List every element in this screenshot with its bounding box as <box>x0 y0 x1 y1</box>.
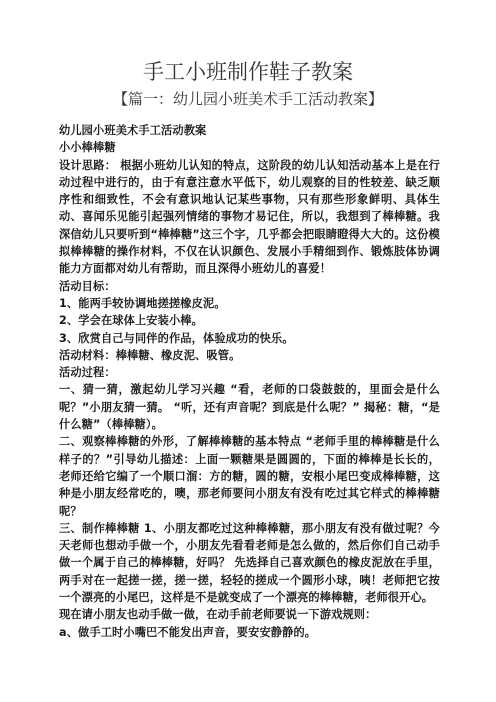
goal-item-2: 2、学会在球体上安装小棒。 <box>59 314 203 328</box>
design-idea-paragraph: 设计思路： 根据小班幼儿认知的特点，这阶段的幼儿认知活动基本上是在行动过程中进行的，由于有意注意水平低下，幼儿观察的目的性较差、缺乏顺序性和细致性，不会有意识地认记某些事物，只有那些形象鲜明、具体生动、喜闻乐见能引起强列情绪的事物才易记住，所以，我想到了棒棒糖。我深信幼儿只要听到“棒棒糖”这三个字，几乎都会把眼睛瞪得大大的。这份模拟棒棒糖的操作材料，不仅在认识颜色、发展小手精细到作、锻炼肢体协调能力方面都对幼儿有帮助，而且深得小班幼儿的喜爱！ <box>59 158 440 276</box>
materials-line: 活动材料：棒棒糖、橡皮泥、吸管。 <box>59 348 241 362</box>
goal-item-3: 3、欣赏自己与同伴的作品，体验成功的快乐。 <box>59 331 294 345</box>
game-rules-intro: 现在请小朋友也动手做一做，在动手前老师要说一下游戏规则： <box>59 608 377 622</box>
document-title: 手工小班制作鞋子教案 <box>143 60 353 84</box>
lesson-heading: 幼儿园小班美术手工活动教案 <box>59 124 207 137</box>
process-step-2: 二、观察棒棒糖的外形，了解棒棒糖的基本特点 “老师手里的棒棒糖是什么样子的？”引导幼儿描述：上面一颗糖果是圆圆的，下面的棒棒是长长的，老师还给它编了一个顺口溜：方的糖，圆的糖，安根小尾巴变成棒棒糖，这种是小朋友经常吃的，噢，那老师要问小朋友有没有吃过其它样式的棒棒糖呢？ <box>59 435 440 518</box>
document-body <box>59 122 440 641</box>
document-subtitle: 【篇一：幼儿园小班美术手工活动教案】 <box>112 90 383 108</box>
process-step-1: 一、猜一猜，激起幼儿学习兴趣 “看，老师的口袋鼓鼓的，里面会是什么呢？”小朋友猜一猜。 “听，还有声音呢？到底是什么呢？” 揭秘：糖，“是什么糖”（棒棒糖）。 <box>59 383 440 432</box>
lesson-topic: 小小棒棒糖 <box>59 141 116 155</box>
goal-item-1: 1、能两手较协调地搓搓橡皮泥。 <box>59 296 226 310</box>
process-label: 活动过程： <box>59 366 116 380</box>
goals-label: 活动目标： <box>59 279 116 293</box>
process-step-3: 三、制作棒棒糖 1、小朋友都吃过这种棒棒糖，那小朋友有没有做过呢？今天老师也想动手做一个，小朋友先看看老师是怎么做的，然后你们自己动手做一个属于自己的棒棒糖，好吗？ 先选择自己喜欢颜色的橡皮泥放在手里，两手对在一起搓一搓，搓一搓，轻轻的搓成一个圆形小球，咦！老师把它按一个漂亮的小尾巴，这样是不是就变成了一个漂亮的棒棒糖，老师很开心。 <box>59 521 440 605</box>
game-rule-a: a、做手工时小嘴巴不能发出声音，要安安静静的。 <box>59 625 317 639</box>
